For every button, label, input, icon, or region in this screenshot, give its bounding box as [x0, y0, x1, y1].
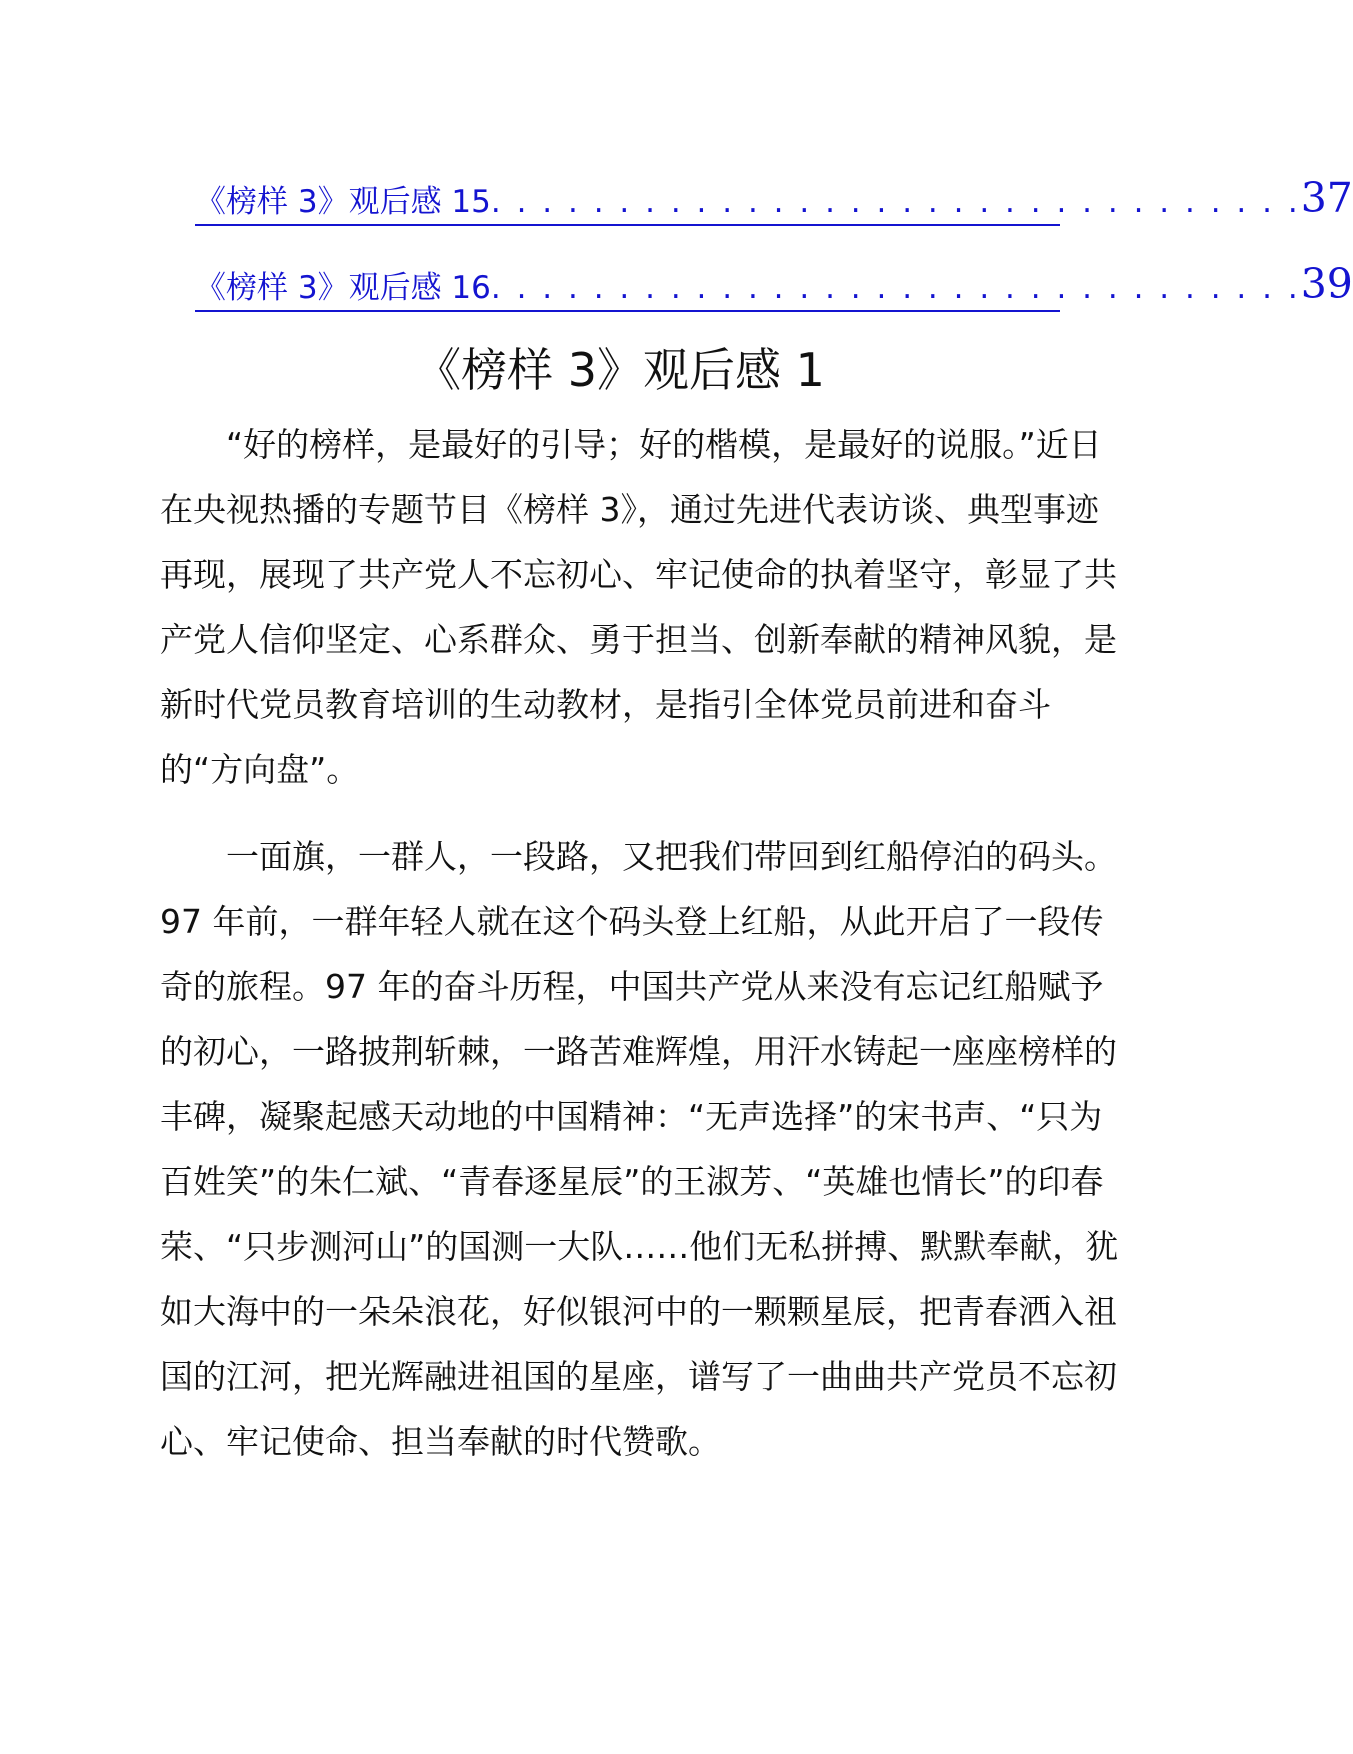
toc-page-number: 37 — [1300, 174, 1353, 222]
toc-entry-15[interactable] — [195, 164, 1353, 226]
document-title: 《榜样 3》观后感 1 — [415, 343, 825, 397]
toc-page-number: 39 — [1300, 260, 1353, 308]
body-paragraph-1: “好的榜样，是最好的引导；好的楷模，是最好的说服。”近日在央视热播的专题节目《榜样 3》，通过先进代表访谈、典型事迹再现，展现了共产党人不忘初心、牢记使命的执着坚守，彰显了共产党人信仰坚定、心系群众、勇于担当、创新奉献的精神风貌，是新时代党员教育培训的生动教材，是指引全体党员前进和奋斗的“方向盘”。 — [160, 425, 1117, 789]
toc-entry-label: 《榜样 3》观后感 15 — [195, 184, 491, 220]
body-paragraph-2: 一面旗，一群人，一段路，又把我们带回到红船停泊的码头。97 年前，一群年轻人就在这个码头登上红船，从此开启了一段传奇的旅程。97 年的奋斗历程，中国共产党从来没有忘记红船赋予的初心，一路披荆斩棘，一路苦难辉煌，用汗水铸起一座座榜样的丰碑，凝聚起感天动地的中国精神：“无声选择”的宋书声、“只为百姓笑”的朱仁斌、“青春逐星辰”的王淑芳、“英雄也情长”的印春荣、“只步测河山”的国测一大队……他们无私拼搏、默默奉献，犹如大海中的一朵朵浪花，好似银河中的一颗颗星辰，把青春洒入祖国的江河，把光辉融进祖国的星座，谱写了一曲曲共产党员不忘初心、牢记使命、担当奉献的时代赞歌。 — [160, 837, 1119, 1461]
toc-leader-dots: . . . . . . . . . . . . . . . . . . . . . . . . . . . . . . . . — [490, 184, 1301, 220]
toc-entry-label: 《榜样 3》观后感 16 — [195, 270, 491, 306]
toc-entry-16[interactable] — [195, 250, 1353, 312]
toc-leader-dots: . . . . . . . . . . . . . . . . . . . . . . . . . . . . . . . . — [490, 270, 1301, 306]
